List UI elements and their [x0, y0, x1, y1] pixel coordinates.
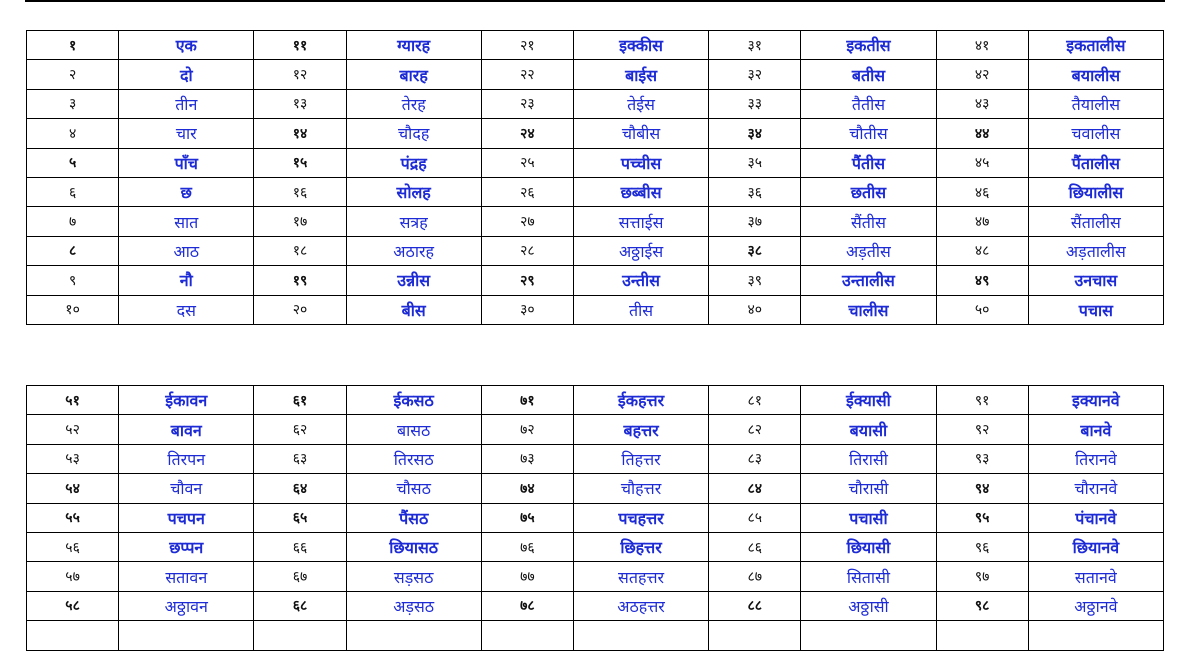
numeral-cell: १९	[254, 266, 346, 295]
word-cell: बासठ	[346, 415, 481, 444]
word-cell: बानवे	[1028, 415, 1163, 444]
numeral-cell: ६५	[254, 503, 346, 532]
numeral-cell: १७	[254, 207, 346, 236]
word-cell: छब्बीस	[573, 177, 708, 206]
word-cell: सैंतालीस	[1028, 207, 1163, 236]
word-cell: चालीस	[801, 295, 936, 324]
numeral-cell: ५४	[27, 474, 119, 503]
numeral-cell: ४	[27, 119, 119, 148]
word-cell: तिरासी	[801, 444, 936, 473]
word-cell: इकतीस	[801, 31, 936, 60]
numeral-cell: ७७	[481, 562, 573, 591]
numeral-cell: ९	[27, 266, 119, 295]
word-cell: सात	[119, 207, 254, 236]
word-cell: ग्यारह	[346, 31, 481, 60]
word-cell: पाँच	[119, 148, 254, 177]
numeral-cell: ९१	[936, 386, 1028, 415]
numeral-cell: ६४	[254, 474, 346, 503]
numeral-cell: ३०	[481, 295, 573, 324]
word-cell: छतीस	[801, 177, 936, 206]
word-cell: पंचानवे	[1028, 503, 1163, 532]
word-cell: चौहत्तर	[573, 474, 708, 503]
word-cell: चौवन	[119, 474, 254, 503]
numeral-cell: ३६	[709, 177, 801, 206]
word-cell: पैंतालीस	[1028, 148, 1163, 177]
word-cell: ईकावन	[119, 386, 254, 415]
numeral-cell: ६	[27, 177, 119, 206]
word-cell: अड़सठ	[346, 591, 481, 620]
numeral-cell: ३८	[709, 236, 801, 265]
word-cell: बाईस	[573, 60, 708, 89]
numeral-cell: ९४	[936, 474, 1028, 503]
numeral-cell: ५०	[936, 295, 1028, 324]
numeral-cell: ३९	[709, 266, 801, 295]
numeral-cell: ३५	[709, 148, 801, 177]
numeral-cell: ८३	[709, 444, 801, 473]
word-cell: सतावन	[119, 562, 254, 591]
numeral-cell: २३	[481, 89, 573, 118]
word-cell: चौरासी	[801, 474, 936, 503]
table-row	[27, 444, 1164, 473]
word-cell	[119, 621, 254, 650]
number-table-1-body	[27, 31, 1164, 325]
word-cell: छ	[119, 177, 254, 206]
numeral-cell: ६२	[254, 415, 346, 444]
word-cell: पचासी	[801, 503, 936, 532]
word-cell: बयासी	[801, 415, 936, 444]
table-row	[27, 591, 1164, 620]
table-row	[27, 562, 1164, 591]
word-cell: इकतालीस	[1028, 31, 1163, 60]
table-row	[27, 177, 1164, 206]
table-row	[27, 60, 1164, 89]
top-rule	[25, 0, 1165, 2]
word-cell: तिहत्तर	[573, 444, 708, 473]
numeral-cell: ८५	[709, 503, 801, 532]
word-cell: अठ्ठानवे	[1028, 591, 1163, 620]
numeral-cell: ४०	[709, 295, 801, 324]
numeral-cell: ९८	[936, 591, 1028, 620]
numeral-cell: ३१	[709, 31, 801, 60]
word-cell: अठ्ठासी	[801, 591, 936, 620]
word-cell: छप्पन	[119, 532, 254, 561]
numeral-cell: ६८	[254, 591, 346, 620]
word-cell: इक्कीस	[573, 31, 708, 60]
numeral-cell: ४२	[936, 60, 1028, 89]
numeral-cell	[481, 621, 573, 650]
numeral-cell: १३	[254, 89, 346, 118]
word-cell: तिरसठ	[346, 444, 481, 473]
numeral-cell: ५६	[27, 532, 119, 561]
word-cell: ईक्यासी	[801, 386, 936, 415]
numeral-cell: ५	[27, 148, 119, 177]
numeral-cell: ४१	[936, 31, 1028, 60]
numeral-cell: ४४	[936, 119, 1028, 148]
numeral-cell: २९	[481, 266, 573, 295]
word-cell: पंद्रह	[346, 148, 481, 177]
word-cell: तैतीस	[801, 89, 936, 118]
numeral-cell: ९७	[936, 562, 1028, 591]
word-cell: चवालीस	[1028, 119, 1163, 148]
numeral-cell: ३७	[709, 207, 801, 236]
word-cell: सत्ताईस	[573, 207, 708, 236]
word-cell: चौतीस	[801, 119, 936, 148]
numeral-cell: ७	[27, 207, 119, 236]
numeral-cell: ५२	[27, 415, 119, 444]
word-cell	[346, 621, 481, 650]
word-cell: पैंतीस	[801, 148, 936, 177]
numeral-cell: ४७	[936, 207, 1028, 236]
word-cell: चौदह	[346, 119, 481, 148]
numeral-cell: ७४	[481, 474, 573, 503]
numeral-cell: ४९	[936, 266, 1028, 295]
table-row	[27, 31, 1164, 60]
word-cell: तैयालीस	[1028, 89, 1163, 118]
word-cell: पच्चीस	[573, 148, 708, 177]
numeral-cell: २४	[481, 119, 573, 148]
number-table-2-body	[27, 386, 1164, 651]
numeral-cell: ४५	[936, 148, 1028, 177]
word-cell: सितासी	[801, 562, 936, 591]
word-cell: अठ्ठावन	[119, 591, 254, 620]
numeral-cell: ५१	[27, 386, 119, 415]
numeral-cell: ८८	[709, 591, 801, 620]
word-cell: छिहत्तर	[573, 532, 708, 561]
numeral-cell: ११	[254, 31, 346, 60]
word-cell: एक	[119, 31, 254, 60]
word-cell: छियानवे	[1028, 532, 1163, 561]
numeral-cell: १२	[254, 60, 346, 89]
numeral-cell: ८२	[709, 415, 801, 444]
word-cell: पचहत्तर	[573, 503, 708, 532]
word-cell	[801, 621, 936, 650]
numeral-cell: १	[27, 31, 119, 60]
numeral-cell	[254, 621, 346, 650]
word-cell: सोलह	[346, 177, 481, 206]
table-row	[27, 386, 1164, 415]
numeral-cell	[709, 621, 801, 650]
word-cell: ईकसठ	[346, 386, 481, 415]
number-table-1	[26, 30, 1164, 325]
numeral-cell: २१	[481, 31, 573, 60]
numeral-cell: ९५	[936, 503, 1028, 532]
word-cell: सतहत्तर	[573, 562, 708, 591]
word-cell: छियासी	[801, 532, 936, 561]
word-cell: दस	[119, 295, 254, 324]
numeral-cell: १८	[254, 236, 346, 265]
numeral-cell: ४३	[936, 89, 1028, 118]
table-row	[27, 503, 1164, 532]
table-row	[27, 621, 1164, 650]
numeral-cell: ७६	[481, 532, 573, 561]
table-row	[27, 532, 1164, 561]
numeral-cell: ७१	[481, 386, 573, 415]
word-cell: पचपन	[119, 503, 254, 532]
numeral-cell: ६६	[254, 532, 346, 561]
word-cell: चौसठ	[346, 474, 481, 503]
numeral-cell: २२	[481, 60, 573, 89]
word-cell: ईकहत्तर	[573, 386, 708, 415]
numeral-cell: ३	[27, 89, 119, 118]
word-cell: उनचास	[1028, 266, 1163, 295]
table-row	[27, 295, 1164, 324]
word-cell: बावन	[119, 415, 254, 444]
table-row	[27, 89, 1164, 118]
word-cell: नौ	[119, 266, 254, 295]
numeral-cell: ७२	[481, 415, 573, 444]
numeral-cell: १५	[254, 148, 346, 177]
numeral-cell	[27, 621, 119, 650]
numeral-cell: ३४	[709, 119, 801, 148]
word-cell: सतानवे	[1028, 562, 1163, 591]
numeral-cell	[936, 621, 1028, 650]
table-row	[27, 236, 1164, 265]
numeral-cell: ५३	[27, 444, 119, 473]
numeral-cell: २७	[481, 207, 573, 236]
numeral-cell: ८१	[709, 386, 801, 415]
numeral-cell: ४८	[936, 236, 1028, 265]
word-cell: उन्नीस	[346, 266, 481, 295]
table-row	[27, 474, 1164, 503]
word-cell: अठहत्तर	[573, 591, 708, 620]
numeral-cell: ८७	[709, 562, 801, 591]
numeral-cell: २०	[254, 295, 346, 324]
numeral-cell: ७३	[481, 444, 573, 473]
word-cell: अड़तालीस	[1028, 236, 1163, 265]
word-cell: दो	[119, 60, 254, 89]
word-cell: तीस	[573, 295, 708, 324]
numeral-cell: ४६	[936, 177, 1028, 206]
numeral-cell: १६	[254, 177, 346, 206]
word-cell: तिरपन	[119, 444, 254, 473]
word-cell: सैंतीस	[801, 207, 936, 236]
word-cell: उन्तीस	[573, 266, 708, 295]
numeral-cell: ५७	[27, 562, 119, 591]
word-cell: उन्तालीस	[801, 266, 936, 295]
numeral-cell: ५८	[27, 591, 119, 620]
numeral-cell: ८४	[709, 474, 801, 503]
word-cell: छियालीस	[1028, 177, 1163, 206]
word-cell: तेईस	[573, 89, 708, 118]
numeral-cell: २८	[481, 236, 573, 265]
numeral-cell: २	[27, 60, 119, 89]
numeral-cell: ३३	[709, 89, 801, 118]
word-cell: अठ्ठाईस	[573, 236, 708, 265]
word-cell	[1028, 621, 1163, 650]
numeral-cell: ९३	[936, 444, 1028, 473]
word-cell: बयालीस	[1028, 60, 1163, 89]
numeral-cell: ९२	[936, 415, 1028, 444]
numeral-cell: ६३	[254, 444, 346, 473]
word-cell: इक्यानवे	[1028, 386, 1163, 415]
word-cell: पचास	[1028, 295, 1163, 324]
numeral-cell: ६१	[254, 386, 346, 415]
word-cell: अठारह	[346, 236, 481, 265]
table-row	[27, 148, 1164, 177]
numeral-cell: २६	[481, 177, 573, 206]
word-cell: तेरह	[346, 89, 481, 118]
word-cell: चौरानवे	[1028, 474, 1163, 503]
table-row	[27, 266, 1164, 295]
word-cell: अड़तीस	[801, 236, 936, 265]
numeral-cell: ७५	[481, 503, 573, 532]
word-cell: आठ	[119, 236, 254, 265]
numeral-cell: ६७	[254, 562, 346, 591]
numeral-cell: १४	[254, 119, 346, 148]
number-table-2	[26, 385, 1164, 651]
numeral-cell: ८	[27, 236, 119, 265]
numeral-cell: ८६	[709, 532, 801, 561]
word-cell: सड़सठ	[346, 562, 481, 591]
word-cell: बारह	[346, 60, 481, 89]
word-cell: पैंसठ	[346, 503, 481, 532]
word-cell: बीस	[346, 295, 481, 324]
word-cell	[573, 621, 708, 650]
numeral-cell: ५५	[27, 503, 119, 532]
word-cell: तिरानवे	[1028, 444, 1163, 473]
numeral-cell: ७८	[481, 591, 573, 620]
word-cell: बतीस	[801, 60, 936, 89]
word-cell: चार	[119, 119, 254, 148]
numeral-cell: १०	[27, 295, 119, 324]
table-row	[27, 207, 1164, 236]
table-row	[27, 119, 1164, 148]
word-cell: बहत्तर	[573, 415, 708, 444]
numeral-cell: ९६	[936, 532, 1028, 561]
numeral-cell: २५	[481, 148, 573, 177]
word-cell: तीन	[119, 89, 254, 118]
table-row	[27, 415, 1164, 444]
numeral-cell: ३२	[709, 60, 801, 89]
word-cell: चौबीस	[573, 119, 708, 148]
word-cell: छियासठ	[346, 532, 481, 561]
word-cell: सत्रह	[346, 207, 481, 236]
